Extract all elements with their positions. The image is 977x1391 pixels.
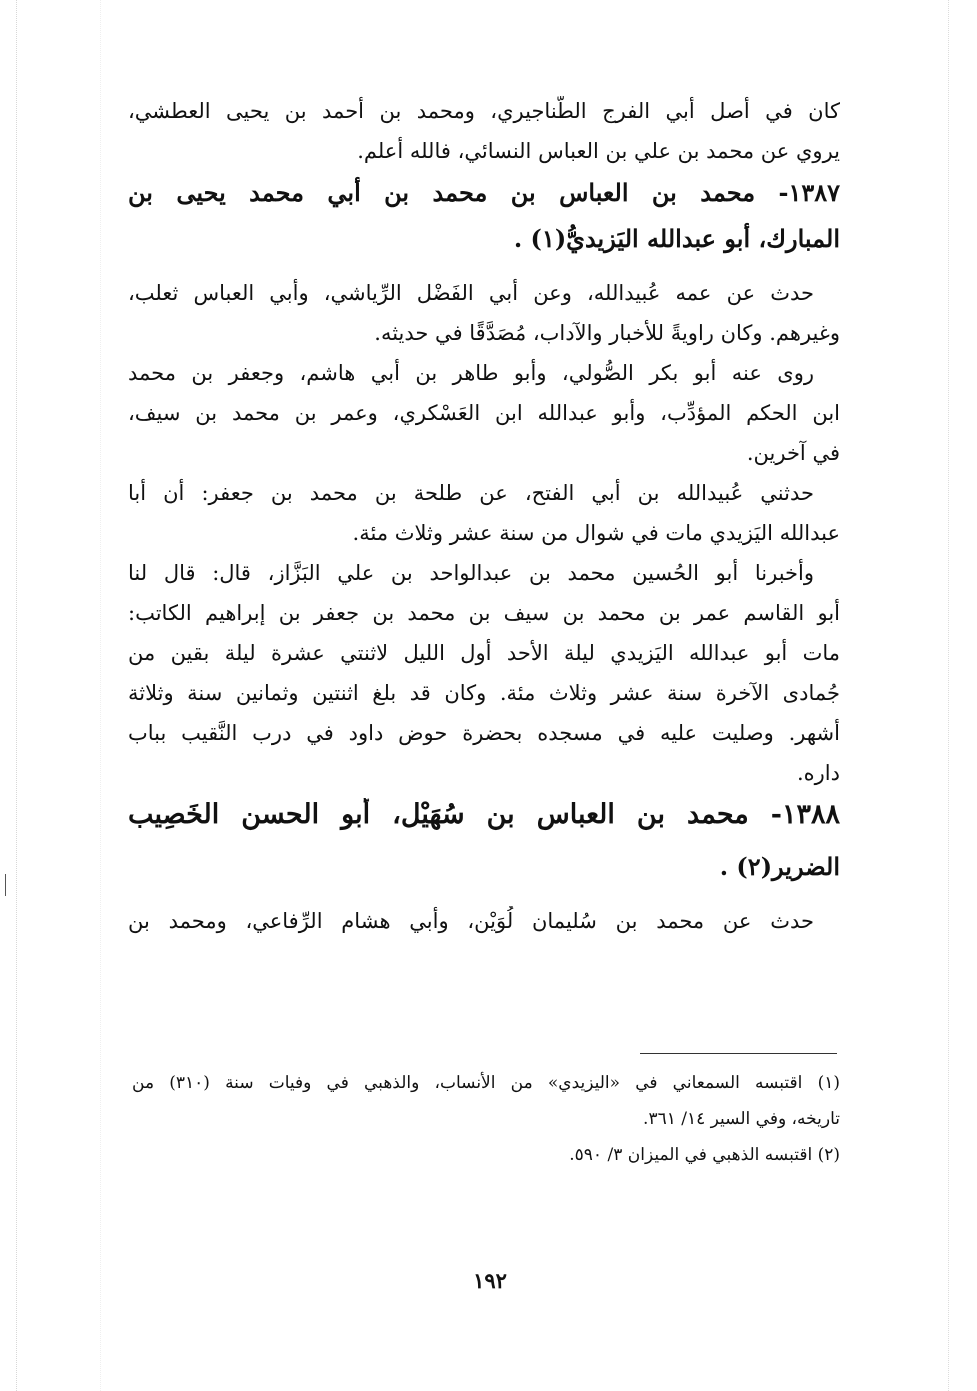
text-line: أبو القاسم عمر بن محمد بن سيف بن محمد بن جعفر بن إبراهيم الكاتب: [128, 601, 840, 625]
scan-edge-right [948, 0, 949, 1391]
main-text [128, 96, 840, 946]
text-line: وغيرهم. وكان راويةً للأخبار والآداب، مُصَدَّقًا في حديثه. [374, 321, 840, 345]
text-line: روى عنه أبو بكر الصُّولي، وأبو طاهر بن أبي هاشم، وجعفر بن محمد [128, 361, 814, 385]
footnote-1: (١) اقتبسه السمعاني في «اليزيدي» من الأنساب، والذهبي في وفيات سنة (٣١٠) من [132, 1073, 840, 1093]
footnote-2: (٢) اقتبسه الذهبي في الميزان ٣/ ٥٩٠. [569, 1145, 840, 1165]
spacer [128, 896, 840, 906]
text-line: مات أبو عبدالله اليَزيدي ليلة الأحد أول الليل لاثنتي عشرة ليلة بقين من [128, 641, 840, 665]
scan-mark [5, 874, 6, 896]
text-line: ابن الحكم المؤدِّب، وأبو عبدالله ابن العَسْكري، وعمر بن محمد بن سيف، [128, 401, 840, 425]
text-line: يروي عن محمد بن علي بن العباس النسائي، فالله أعلم. [357, 139, 840, 163]
scan-edge-left [16, 0, 17, 1391]
footnote-1-cont: تاريخه، وفي السير ١٤/ ٣٦١. [643, 1109, 840, 1129]
text-line: جُمادى الآخرة سنة عشر وثلاث مئة. وكان قد بلغ اثنتين وثمانين سنة وثلاثة [128, 681, 840, 705]
footnotes [132, 1070, 840, 1178]
text-line: حدث عن محمد بن سُليمان لُوَيْن، وأبي هشام الرِّفاعي، ومحمد بن [128, 909, 814, 933]
page-number: ١٩٢ [473, 1268, 507, 1293]
entry-heading-1388-cont: الضرير(٢) . [719, 852, 840, 881]
text-line: عبدالله اليَزيدي مات في شوال من سنة عشر وثلاث مئة. [352, 521, 840, 545]
text-line: كان في أصل أبي الفرج الطَّناجيري، ومحمد بن أحمد بن يحيى العطشي، [128, 99, 840, 123]
text-line: وأخبرنا أبو الحُسين محمد بن عبدالواحد بن علي البَزَّاز، قال: قال لنا [128, 561, 814, 585]
text-line: داره. [796, 761, 840, 785]
entry-heading-1387: ١٣٨٧- محمد بن العباس بن محمد بن أبي محمد يحيى بن [128, 178, 840, 207]
text-line: حدث عن عمه عُبيدالله، وعن أبي الفَضْل الرِّياشي، وأبي العباس ثعلب، [128, 281, 814, 305]
scan-edge-left-inner [100, 0, 101, 1391]
footnote-divider [640, 1053, 837, 1054]
entry-heading-1387-cont: المبارك، أبو عبدالله اليَزيديُّ(١) . [513, 224, 840, 253]
text-line: حدثني عُبيدالله بن أبي الفتح، عن طلحة بن محمد بن جعفر: أن أبا [128, 481, 814, 505]
text-line: في آخرين. [746, 441, 840, 465]
spacer [128, 268, 840, 278]
text-line: أشهر. وصليت عليه في مسجده بحضرة حوض داود في درب النَّقيب بباب [128, 721, 840, 745]
entry-heading-1388: ١٣٨٨- محمد بن العباس بن سُهَيْل، أبو الحسن الخَصِيب [128, 799, 840, 830]
